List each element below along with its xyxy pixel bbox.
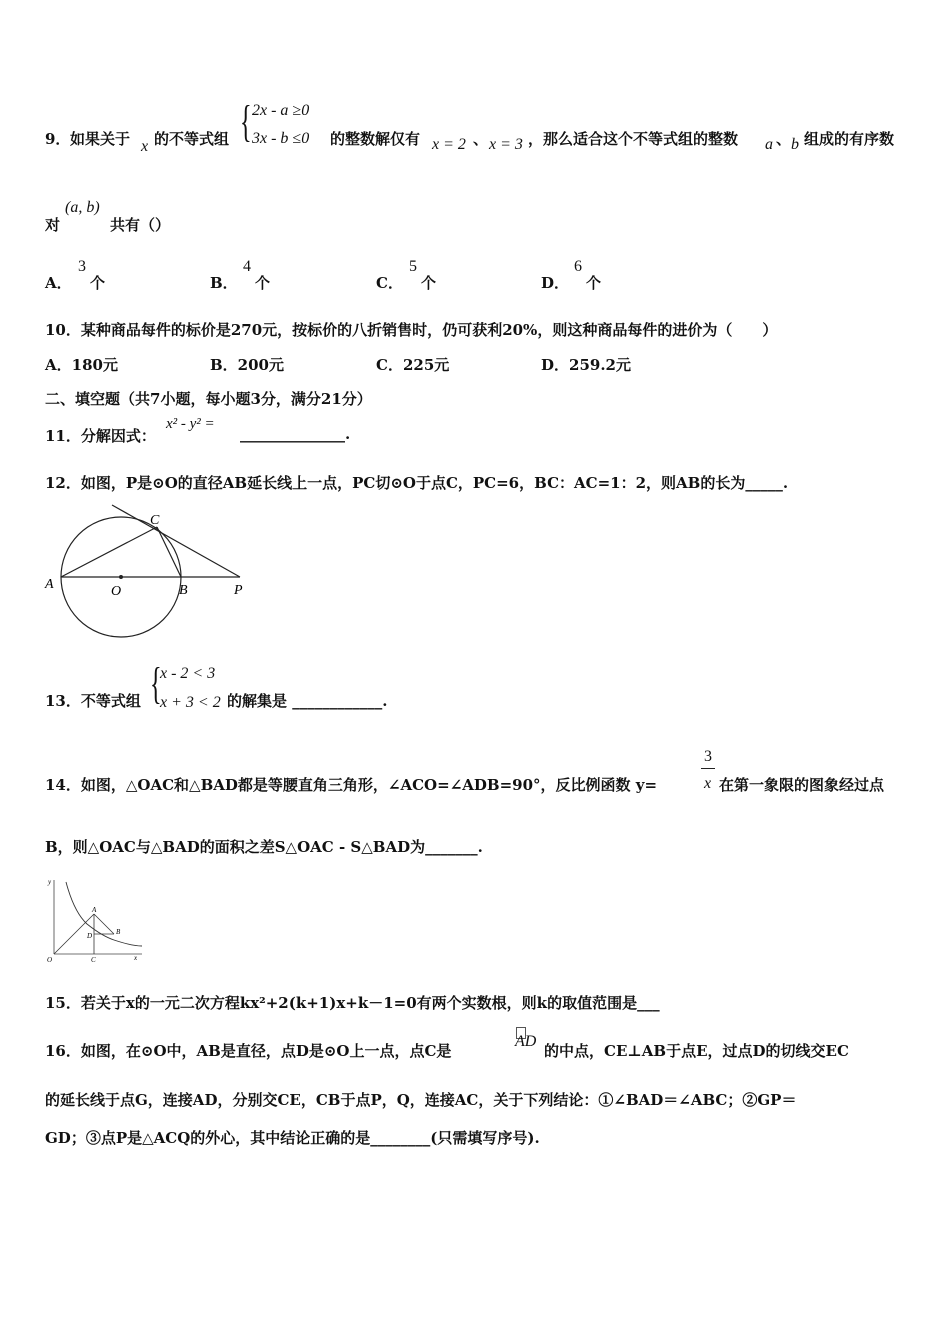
question-15-text: 15．若关于x的一元二次方程kx²+2(k+1)x+k－1=0有两个实数根，则k的取值范围是___: [45, 994, 660, 1012]
q9-text-7: 共有（）: [110, 216, 171, 234]
q14-text-line-1a: 14．如图，△OAC和△BAD都是等腰直角三角形，∠ACO=∠ADB=90°，反比例函数 y=: [45, 776, 658, 794]
q9-option-c-value: 5: [409, 258, 417, 275]
q9-system-brace: {: [240, 97, 252, 146]
q12-label-c: C: [150, 513, 160, 528]
q9-text-3: 的整数解仅有: [330, 130, 421, 148]
q16-arc-ad: AD: [515, 1033, 537, 1050]
q12-circle-tangent-figure: [40, 500, 260, 645]
q9-option-b-unit: 个: [255, 274, 271, 292]
q10-option-c: C．225元: [376, 356, 450, 374]
q14-fraction-numerator: 3: [704, 748, 712, 765]
q12-center-point: [119, 575, 123, 579]
q14-label-o: O: [47, 956, 53, 964]
q11-expression: x² - y² =: [166, 416, 215, 432]
q9-option-a-value: 3: [78, 258, 86, 275]
q14-hyperbola-figure: [42, 872, 152, 964]
q12-text: 12．如图，P是⊙O的直径AB延长线上一点，PC切⊙O于点C，PC=6，BC：AC=1：2，则AB的长为_____.: [45, 474, 789, 492]
q14-label-a: A: [92, 906, 97, 914]
q14-fraction-denominator: x: [704, 775, 712, 792]
q9-text-5: 组成的有序数: [804, 130, 895, 148]
q12-label-p: P: [234, 583, 243, 598]
q14-hyperbola-curve: [66, 882, 142, 946]
q9-text-1: 如果关于: [70, 130, 131, 148]
q9-text-4: ，那么适合这个不等式组的整数: [528, 130, 739, 148]
q13-system-brace: {: [150, 659, 162, 708]
q14-label-d: D: [87, 932, 93, 940]
q9-solution-1: x = 2: [432, 136, 466, 153]
q9-separator: 、: [473, 130, 489, 148]
q10-text: 10．某种商品每件的标价是270元，按标价的八折销售时，仍可获利20%，则这种商品每件的进价为（ ）: [45, 321, 778, 339]
q16-text-line-1a: 16．如图，在⊙O中，AB是直径，点D是⊙O上一点，点C是: [45, 1042, 452, 1060]
q13-system-line-1: x - 2 < 3: [160, 665, 216, 682]
q16-text-line-1b: 的中点，CE⊥AB于点E，过点D的切线交EC: [544, 1042, 849, 1060]
q14-label-c: C: [91, 956, 96, 964]
q9-option-c-unit: 个: [421, 274, 437, 292]
q10-option-a: A．180元: [45, 356, 118, 374]
q14-label-b: B: [116, 928, 121, 936]
q9-option-a-label: A．: [45, 274, 72, 292]
q9-system-line-2: 3x - b ≤0: [252, 130, 310, 147]
q9-ordered-pair: (a, b): [65, 199, 100, 216]
q14-text-line-1b: 在第一象限的图象经过点: [719, 776, 885, 794]
q9-text-6: 对: [45, 216, 61, 234]
q9-option-b-value: 4: [243, 258, 251, 275]
q10-option-b: B．200元: [210, 356, 284, 374]
section-heading-fill-in: 二、填空题（共7小题，每小题3分，满分21分）: [45, 390, 372, 408]
q9-option-d-unit: 个: [586, 274, 602, 292]
q9-separator-2: 、: [776, 130, 792, 148]
q9-number: 9．: [45, 130, 71, 148]
q9-text-2: 的不等式组: [154, 130, 230, 148]
q14-text-line-2: B，则△OAC与△BAD的面积之差S△OAC - S△BAD为_______.: [45, 838, 483, 856]
q12-chord-cb: [157, 527, 181, 577]
q10-option-d: D．259.2元: [541, 356, 631, 374]
q9-system-line-1: 2x - a ≥0: [252, 102, 310, 119]
q9-option-c-label: C．: [376, 274, 403, 292]
q16-text-line-3: GD；③点P是△ACQ的外心，其中结论正确的是________(只需填写序号).: [45, 1129, 540, 1147]
q9-solution-2: x = 3: [489, 136, 523, 153]
q9-option-d-label: D．: [541, 274, 570, 292]
q9-var-x: x: [141, 138, 149, 155]
q12-chord-ac: [61, 527, 157, 577]
q14-label-y: y: [48, 878, 52, 886]
q14-fraction-bar: [701, 768, 715, 769]
q16-text-line-2: 的延长线于点G，连接AD，分别交CE，CB于点P，Q，连接AC，关于下列结论：①∠BAD＝∠ABC；②GP＝: [45, 1091, 797, 1109]
q12-label-b: B: [179, 583, 188, 598]
q13-system-line-2: x + 3 < 2: [160, 694, 221, 711]
q12-label-o: O: [111, 584, 122, 599]
q9-var-b: b: [791, 136, 799, 153]
q12-label-a: A: [45, 577, 54, 592]
q9-var-a: a: [765, 136, 773, 153]
q9-option-a-unit: 个: [90, 274, 106, 292]
q13-text: 13．不等式组: [45, 692, 141, 710]
q14-label-x: x: [134, 954, 138, 962]
q13-tail: 的解集是 ____________.: [227, 692, 388, 710]
q9-option-b-label: B．: [210, 274, 238, 292]
q11-blank: ______________.: [240, 425, 351, 443]
q9-option-d-value: 6: [574, 258, 582, 275]
q11-text: 11．分解因式：: [45, 427, 156, 445]
